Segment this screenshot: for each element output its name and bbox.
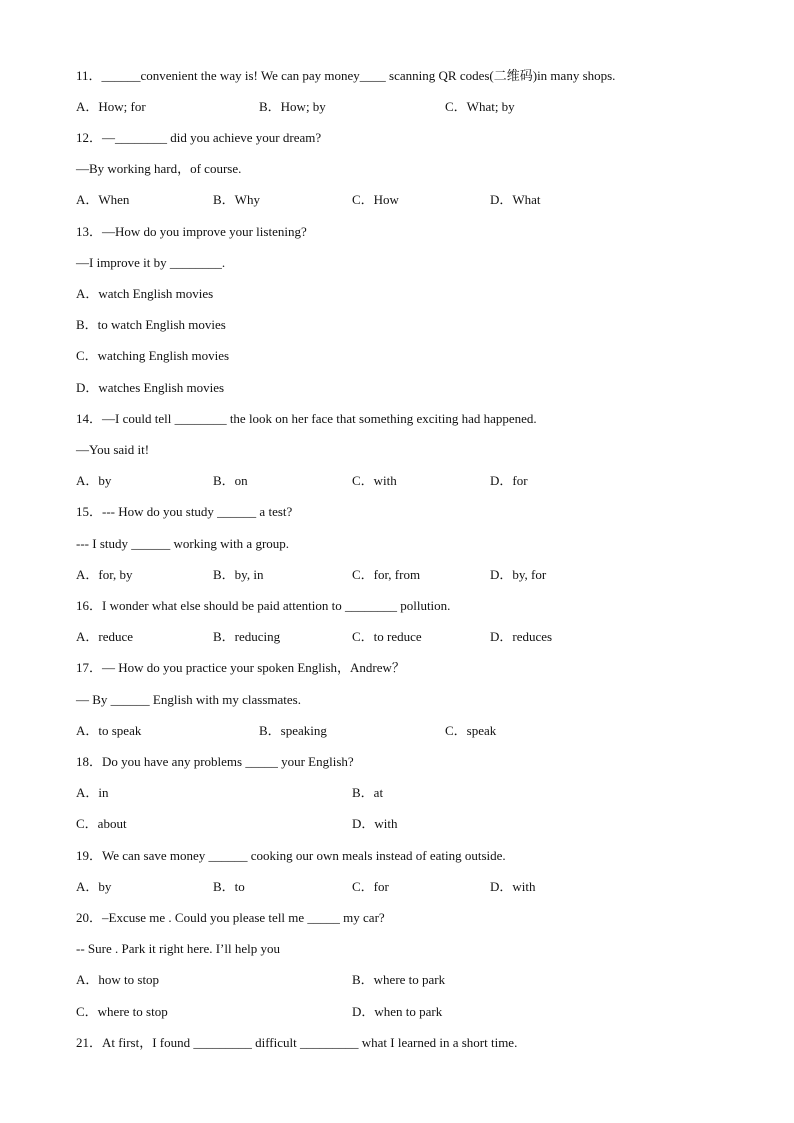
question-15-option-d[interactable]: D．by, for bbox=[490, 567, 547, 582]
question-18-option-a[interactable]: A．in bbox=[76, 785, 109, 800]
question-12-stem: 12．—________ did you achieve your dream? bbox=[76, 130, 322, 145]
question-13-stem: 13．—How do you improve your listening? bbox=[76, 224, 307, 239]
question-18-option-b[interactable]: B．at bbox=[352, 785, 384, 800]
question-13-reply: —I improve it by ________. bbox=[76, 255, 226, 270]
question-16-option-a[interactable]: A．reduce bbox=[76, 629, 134, 644]
question-12-option-a[interactable]: A．When bbox=[76, 192, 130, 207]
question-15-option-b[interactable]: B．by, in bbox=[213, 567, 264, 582]
question-17-option-c[interactable]: C．speak bbox=[445, 723, 497, 738]
question-13-option-a[interactable]: A．watch English movies bbox=[76, 286, 214, 301]
question-11-option-c[interactable]: C．What; by bbox=[445, 99, 515, 114]
question-13-option-b[interactable]: B．to watch English movies bbox=[76, 317, 226, 332]
question-19-option-d[interactable]: D．with bbox=[490, 879, 536, 894]
question-19-option-c[interactable]: C．for bbox=[352, 879, 389, 894]
question-14-stem: 14．—I could tell ________ the look on her face that something exciting had happened. bbox=[76, 411, 537, 426]
question-13-option-d[interactable]: D．watches English movies bbox=[76, 380, 225, 395]
question-16-option-b[interactable]: B．reducing bbox=[213, 629, 281, 644]
question-14-option-a[interactable]: A．by bbox=[76, 473, 112, 488]
question-18-option-d[interactable]: D．with bbox=[352, 816, 398, 831]
question-14-reply: —You said it! bbox=[76, 442, 150, 457]
question-20-option-c[interactable]: C．where to stop bbox=[76, 1004, 168, 1019]
question-19-stem: 19．We can save money ______ cooking our own meals instead of eating outside. bbox=[76, 848, 506, 863]
question-14-option-c[interactable]: C．with bbox=[352, 473, 397, 488]
question-16-stem: 16．I wonder what else should be paid attention to ________ pollution. bbox=[76, 598, 451, 613]
question-18-stem: 18．Do you have any problems _____ your English? bbox=[76, 754, 354, 769]
question-17-option-b[interactable]: B．speaking bbox=[259, 723, 327, 738]
question-16-option-c[interactable]: C．to reduce bbox=[352, 629, 422, 644]
question-12-option-b[interactable]: B．Why bbox=[213, 192, 260, 207]
question-19-option-a[interactable]: A．by bbox=[76, 879, 112, 894]
question-17-stem: 17．— How do you practice your spoken English，Andrew？ bbox=[76, 660, 405, 675]
question-13-option-c[interactable]: C．watching English movies bbox=[76, 348, 230, 363]
question-20-reply: -- Sure . Park it right here. I’ll help you bbox=[76, 941, 280, 956]
question-20-option-b[interactable]: B．where to park bbox=[352, 972, 446, 987]
question-15-option-c[interactable]: C．for, from bbox=[352, 567, 421, 582]
question-11-option-a[interactable]: A．How; for bbox=[76, 99, 146, 114]
question-20-stem: 20．–Excuse me . Could you please tell me _____ my car? bbox=[76, 910, 385, 925]
question-17-option-a[interactable]: A．to speak bbox=[76, 723, 142, 738]
question-12-option-d[interactable]: D．What bbox=[490, 192, 541, 207]
question-19-option-b[interactable]: B．to bbox=[213, 879, 245, 894]
question-12-reply: —By working hard，of course. bbox=[76, 161, 242, 176]
question-11-option-b[interactable]: B．How; by bbox=[259, 99, 326, 114]
question-16-option-d[interactable]: D．reduces bbox=[490, 629, 553, 644]
question-15-stem: 15．--- How do you study ______ a test? bbox=[76, 504, 293, 519]
question-15-option-a[interactable]: A．for, by bbox=[76, 567, 133, 582]
question-11-stem: 11．______convenient the way is! We can pay money____ scanning QR codes(二维码)in many shops. bbox=[76, 68, 616, 83]
question-18-option-c[interactable]: C．about bbox=[76, 816, 127, 831]
question-12-option-c[interactable]: C．How bbox=[352, 192, 399, 207]
question-15-reply: --- I study ______ working with a group. bbox=[76, 536, 290, 551]
question-17-reply: — By ______ English with my classmates. bbox=[76, 692, 301, 707]
question-21-stem: 21．At first，I found _________ difficult _________ what I learned in a short time. bbox=[76, 1035, 518, 1050]
question-14-option-b[interactable]: B．on bbox=[213, 473, 248, 488]
question-20-option-d[interactable]: D．when to park bbox=[352, 1004, 443, 1019]
question-14-option-d[interactable]: D．for bbox=[490, 473, 528, 488]
question-20-option-a[interactable]: A．how to stop bbox=[76, 972, 160, 987]
